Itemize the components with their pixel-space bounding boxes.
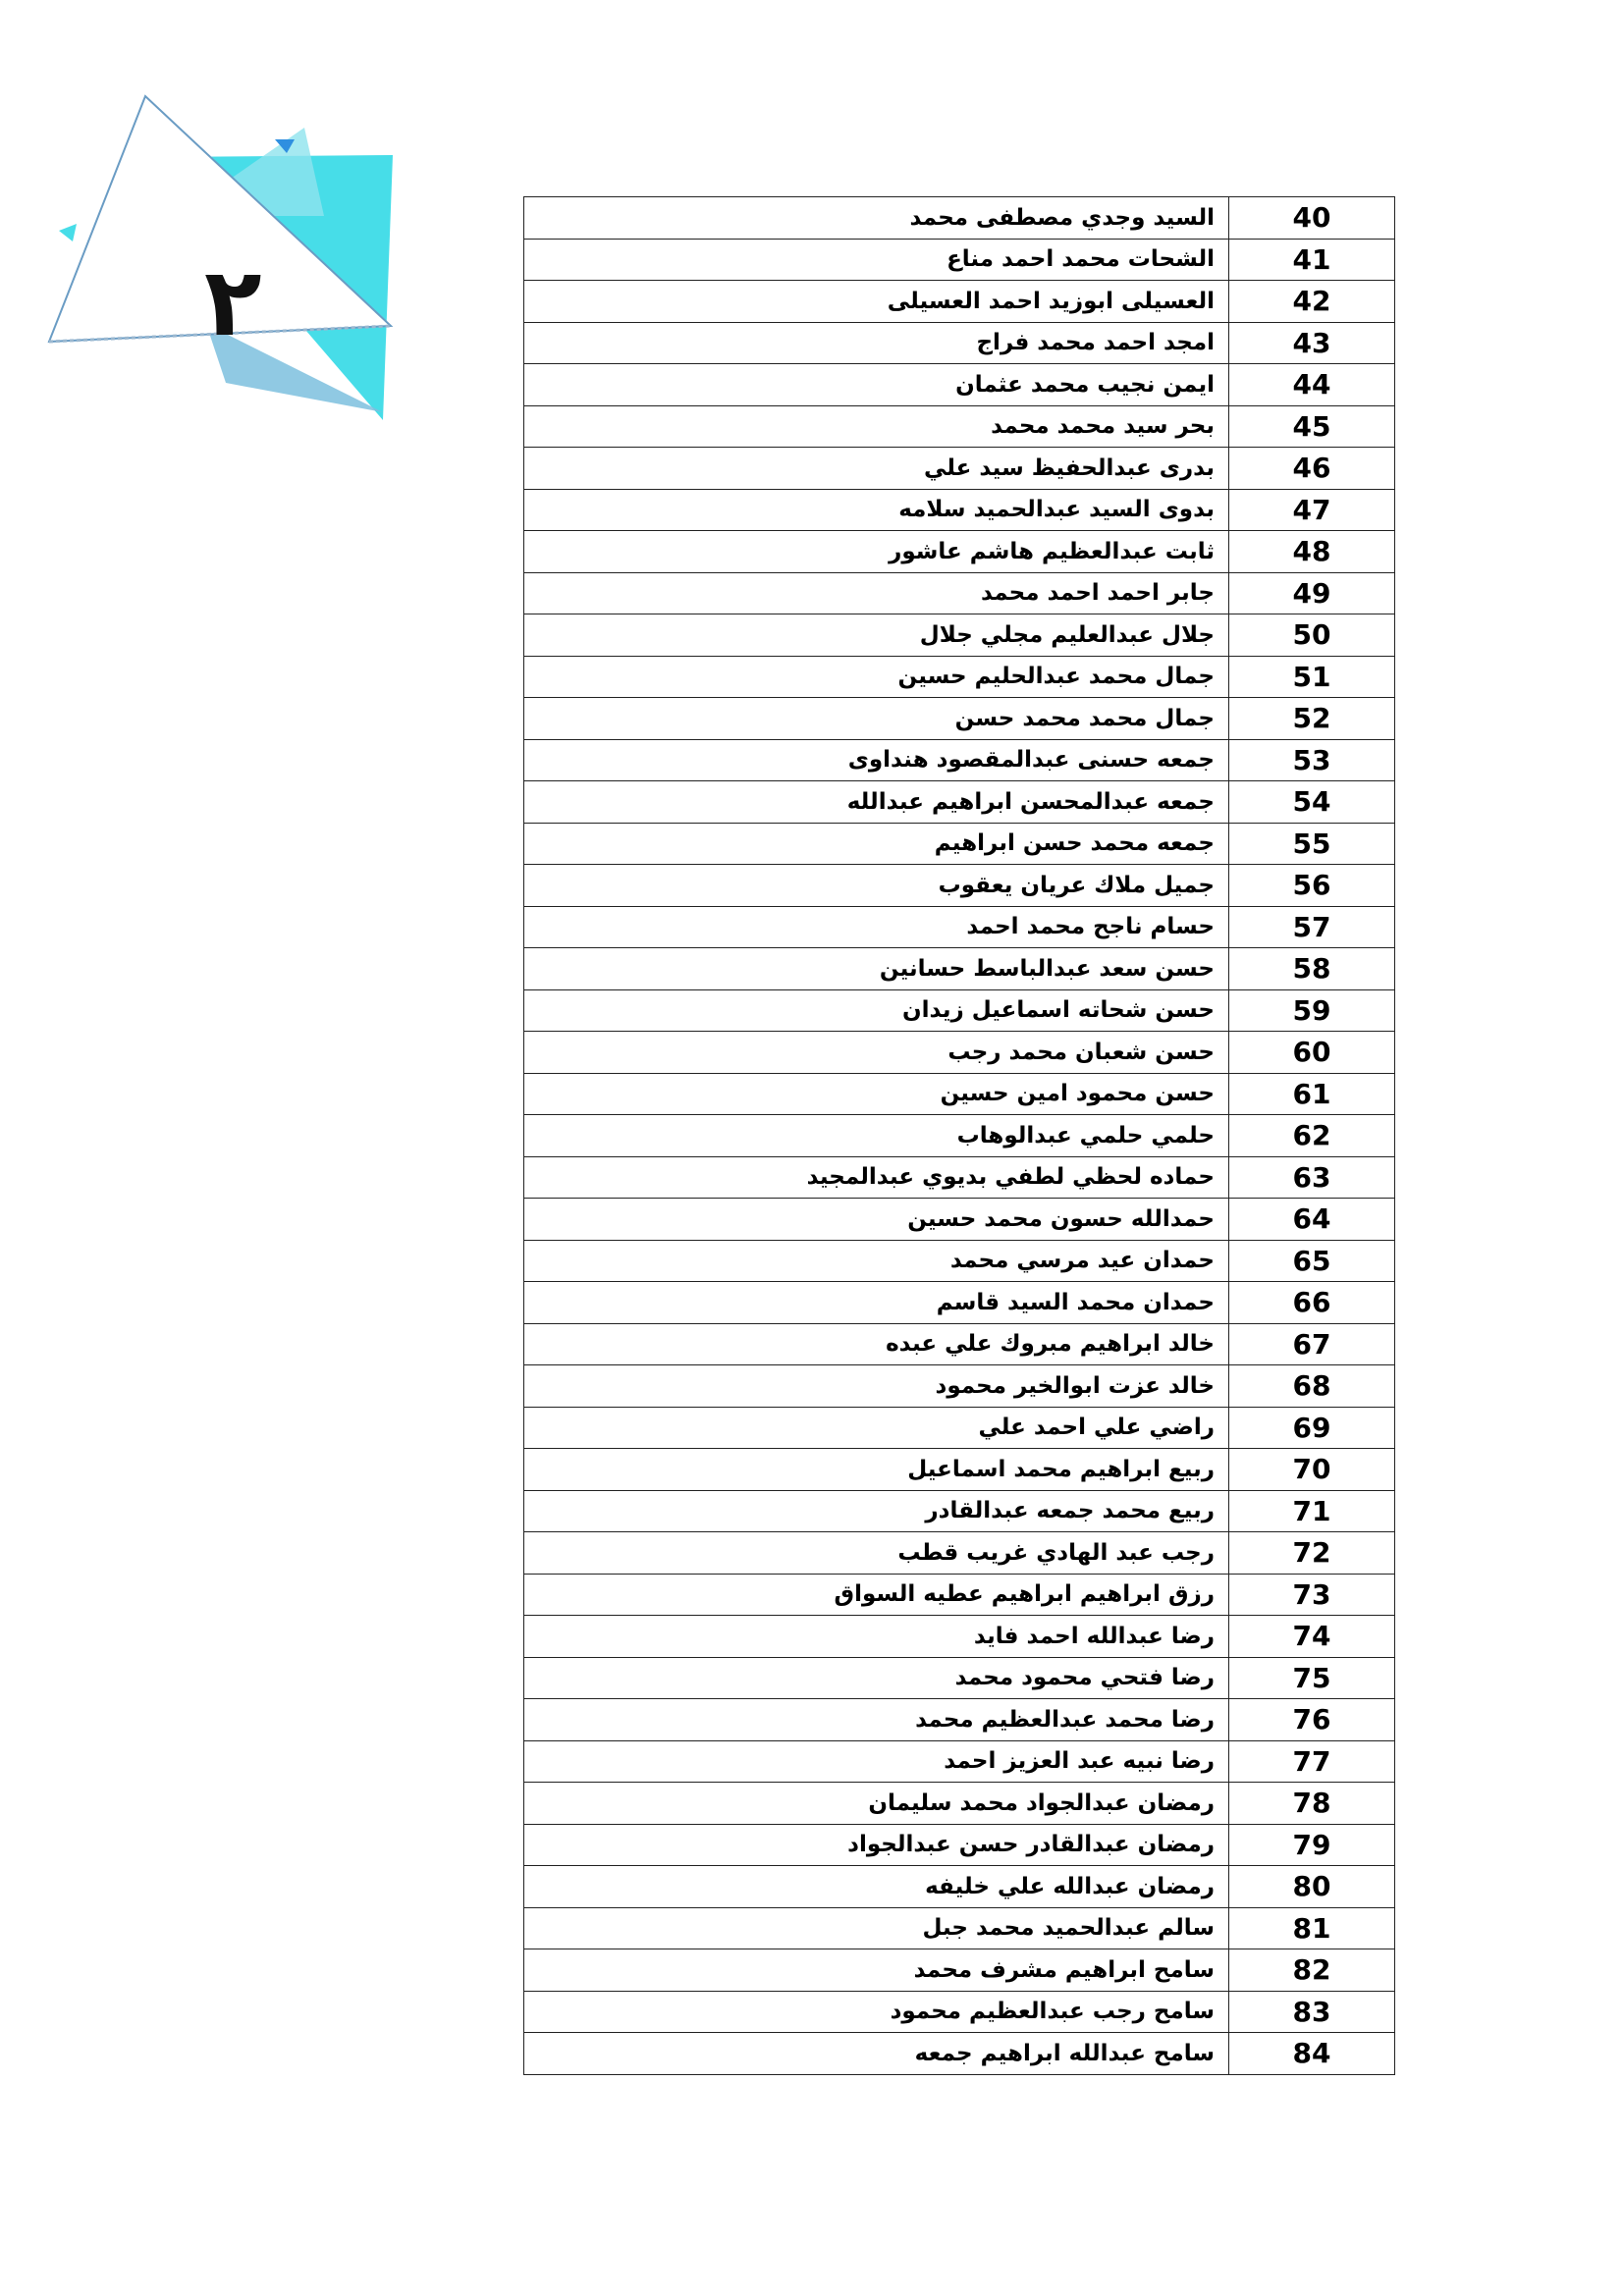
row-number: 73 (1229, 1574, 1395, 1616)
row-name: حلمي حلمي عبدالوهاب (524, 1115, 1229, 1157)
table-row (524, 1490, 1395, 1532)
table-row (524, 364, 1395, 406)
row-name: حماده لحظي لطفي بديوي عبدالمجيد (524, 1156, 1229, 1199)
row-name: جلال عبدالعليم مجلي جلال (524, 614, 1229, 657)
row-name: سامح ابراهيم مشرف محمد (524, 1949, 1229, 1992)
row-number: 50 (1229, 614, 1395, 657)
table-row (524, 698, 1395, 740)
row-name: بدوى السيد عبدالحميد سلامه (524, 489, 1229, 531)
row-name: جمال محمد عبدالحليم حسين (524, 656, 1229, 698)
table-row (524, 1073, 1395, 1115)
row-name: السيد وجدي مصطفى محمد (524, 197, 1229, 240)
row-number: 75 (1229, 1657, 1395, 1699)
table-row (524, 989, 1395, 1032)
row-name: جمعه حسنى عبدالمقصود هنداوى (524, 739, 1229, 781)
row-name: حسام ناجح محمد احمد (524, 906, 1229, 948)
row-number: 67 (1229, 1323, 1395, 1365)
table-row (524, 739, 1395, 781)
row-name: بحر سيد محمد محمد (524, 405, 1229, 448)
row-number: 81 (1229, 1907, 1395, 1949)
row-name: امجد احمد محمد فراج (524, 322, 1229, 364)
row-name: رمضان عبدالله علي خليفه (524, 1866, 1229, 1908)
table-row (524, 1156, 1395, 1199)
table-row (524, 656, 1395, 698)
row-number: 77 (1229, 1740, 1395, 1783)
row-name: حسن محمود امين حسين (524, 1073, 1229, 1115)
row-name: حسن شعبان محمد رجب (524, 1032, 1229, 1074)
row-number: 40 (1229, 197, 1395, 240)
row-number: 65 (1229, 1240, 1395, 1282)
names-table (523, 196, 1395, 2075)
row-name: رضا محمد عبدالعظيم محمد (524, 1699, 1229, 1741)
row-name: حسن شحاته اسماعيل زيدان (524, 989, 1229, 1032)
table-row (524, 1407, 1395, 1449)
row-name: خالد عزت ابوالخير محمود (524, 1365, 1229, 1408)
table-row (524, 489, 1395, 531)
row-name: سامح رجب عبدالعظيم محمود (524, 1991, 1229, 2033)
row-name: رمضان عبدالجواد محمد سليمان (524, 1783, 1229, 1825)
table-row (524, 531, 1395, 573)
row-name: جمال محمد محمد حسن (524, 698, 1229, 740)
row-name: رضا عبدالله احمد فايد (524, 1616, 1229, 1658)
row-number: 63 (1229, 1156, 1395, 1199)
row-name: العسيلى ابوزيد احمد العسيلى (524, 281, 1229, 323)
row-number: 82 (1229, 1949, 1395, 1992)
row-name: حمدان عيد مرسي محمد (524, 1240, 1229, 1282)
row-number: 84 (1229, 2033, 1395, 2075)
row-number: 47 (1229, 489, 1395, 531)
row-number: 83 (1229, 1991, 1395, 2033)
row-number: 49 (1229, 572, 1395, 614)
table-row (524, 1866, 1395, 1908)
row-number: 62 (1229, 1115, 1395, 1157)
row-number: 45 (1229, 405, 1395, 448)
small-accent-shape (59, 224, 77, 241)
row-number: 46 (1229, 448, 1395, 490)
table-row (524, 1115, 1395, 1157)
triangle-badge-graphic (29, 69, 422, 422)
row-number: 79 (1229, 1824, 1395, 1866)
row-number: 78 (1229, 1783, 1395, 1825)
row-number: 72 (1229, 1532, 1395, 1575)
table-row (524, 322, 1395, 364)
row-number: 41 (1229, 239, 1395, 281)
row-number: 44 (1229, 364, 1395, 406)
row-number: 42 (1229, 281, 1395, 323)
table-row (524, 1783, 1395, 1825)
row-name: سالم عبدالحميد محمد جبل (524, 1907, 1229, 1949)
row-name: الشحات محمد احمد مناع (524, 239, 1229, 281)
row-number: 71 (1229, 1490, 1395, 1532)
row-name: رزق ابراهيم ابراهيم عطيه السواق (524, 1574, 1229, 1616)
table-row (524, 948, 1395, 990)
row-number: 55 (1229, 823, 1395, 865)
row-name: ربيع محمد جمعه عبدالقادر (524, 1490, 1229, 1532)
table-row (524, 906, 1395, 948)
row-number: 61 (1229, 1073, 1395, 1115)
table-row (524, 405, 1395, 448)
table-row (524, 1740, 1395, 1783)
row-number: 48 (1229, 531, 1395, 573)
row-name: جمعه محمد حسن ابراهيم (524, 823, 1229, 865)
table-row (524, 1657, 1395, 1699)
row-number: 74 (1229, 1616, 1395, 1658)
row-number: 66 (1229, 1282, 1395, 1324)
row-name: جمعه عبدالمحسن ابراهيم عبدالله (524, 781, 1229, 824)
row-name: رجب عبد الهادي غريب قطب (524, 1532, 1229, 1575)
table-row (524, 1365, 1395, 1408)
row-name: حسن سعد عبدالباسط حسانين (524, 948, 1229, 990)
table-row (524, 197, 1395, 240)
table-row (524, 448, 1395, 490)
table-row (524, 239, 1395, 281)
table-row (524, 1574, 1395, 1616)
row-number: 80 (1229, 1866, 1395, 1908)
row-number: 76 (1229, 1699, 1395, 1741)
table-row (524, 1699, 1395, 1741)
row-name: رضا فتحي محمود محمد (524, 1657, 1229, 1699)
row-name: ربيع ابراهيم محمد اسماعيل (524, 1449, 1229, 1491)
row-name: جميل ملاك عريان يعقوب (524, 865, 1229, 907)
table-row (524, 1532, 1395, 1575)
row-number: 43 (1229, 322, 1395, 364)
page-number: ٢ (204, 247, 262, 357)
table-row (524, 1199, 1395, 1241)
table-row (524, 1282, 1395, 1324)
table-row (524, 1032, 1395, 1074)
row-number: 54 (1229, 781, 1395, 824)
table-row (524, 1824, 1395, 1866)
row-number: 64 (1229, 1199, 1395, 1241)
row-number: 59 (1229, 989, 1395, 1032)
row-number: 60 (1229, 1032, 1395, 1074)
table-row (524, 781, 1395, 824)
row-number: 69 (1229, 1407, 1395, 1449)
row-number: 51 (1229, 656, 1395, 698)
table-row (524, 1949, 1395, 1992)
row-number: 52 (1229, 698, 1395, 740)
table-row (524, 865, 1395, 907)
row-name: بدرى عبدالحفيظ سيد علي (524, 448, 1229, 490)
row-name: رضا نبيه عبد العزيز احمد (524, 1740, 1229, 1783)
row-name: جابر احمد احمد محمد (524, 572, 1229, 614)
table-row (524, 1616, 1395, 1658)
table-row (524, 1323, 1395, 1365)
names-table-body (524, 197, 1395, 2075)
row-name: خالد ابراهيم مبروك علي عبده (524, 1323, 1229, 1365)
row-name: سامح عبدالله ابراهيم جمعه (524, 2033, 1229, 2075)
row-number: 57 (1229, 906, 1395, 948)
table-row (524, 1240, 1395, 1282)
row-number: 53 (1229, 739, 1395, 781)
table-row (524, 1449, 1395, 1491)
table-row (524, 2033, 1395, 2075)
table-row (524, 1991, 1395, 2033)
row-name: راضي علي احمد علي (524, 1407, 1229, 1449)
table-row (524, 614, 1395, 657)
row-name: رمضان عبدالقادر حسن عبدالجواد (524, 1824, 1229, 1866)
table-row (524, 823, 1395, 865)
table-row (524, 281, 1395, 323)
row-number: 58 (1229, 948, 1395, 990)
table-row (524, 1907, 1395, 1949)
row-name: حمدالله حسون محمد حسين (524, 1199, 1229, 1241)
table-row (524, 572, 1395, 614)
row-number: 70 (1229, 1449, 1395, 1491)
page-number-badge (29, 69, 422, 422)
row-name: ثابت عبدالعظيم هاشم عاشور (524, 531, 1229, 573)
row-number: 68 (1229, 1365, 1395, 1408)
row-name: ايمن نجيب محمد عثمان (524, 364, 1229, 406)
row-number: 56 (1229, 865, 1395, 907)
row-name: حمدان محمد السيد قاسم (524, 1282, 1229, 1324)
